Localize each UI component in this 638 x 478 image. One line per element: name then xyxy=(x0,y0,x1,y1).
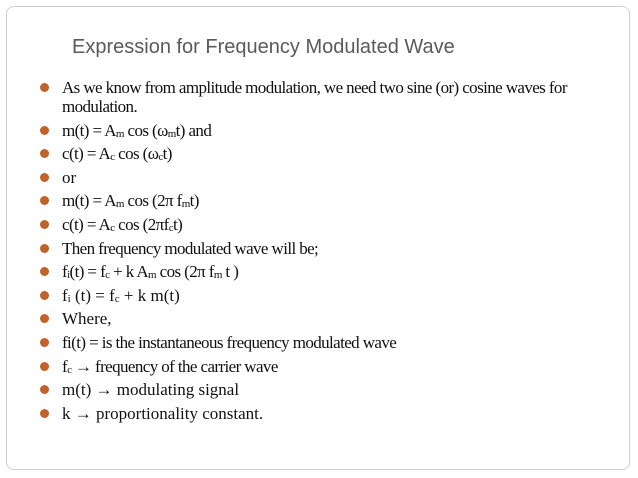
subscript: i xyxy=(67,292,71,305)
list-item xyxy=(40,286,620,305)
bullet-dot xyxy=(40,385,49,394)
bullet-text: k → proportionality constant. xyxy=(62,403,264,423)
bullet-text: Then frequency modulated wave will be; xyxy=(62,238,319,258)
bullet-dot xyxy=(40,338,49,347)
list-item xyxy=(40,144,620,163)
bullet-dot xyxy=(40,291,49,300)
bullet-dot xyxy=(40,220,49,229)
bullet-text: t) xyxy=(162,144,172,164)
bullet-text: fi(t) = is the instantaneous frequency modulated wave xyxy=(62,332,397,352)
bullet-text: f xyxy=(62,262,68,282)
list-item xyxy=(40,357,620,376)
bullet-text: m(t) = A xyxy=(62,120,116,140)
slide-title: Expression for Frequency Modulated Wave xyxy=(72,36,455,58)
bullet-dot xyxy=(40,362,49,371)
subscript: c xyxy=(114,292,120,305)
bullet-text: t) xyxy=(189,191,199,211)
bullet-text: c(t) = A xyxy=(62,214,111,234)
subscript: m xyxy=(181,198,190,211)
bullet-dot xyxy=(40,173,49,182)
bullet-dot xyxy=(40,267,49,276)
list-item xyxy=(40,121,620,140)
list-item xyxy=(40,309,620,328)
list-item xyxy=(40,380,620,399)
bullet-text: cos (2π f xyxy=(123,191,182,211)
subscript: m xyxy=(115,127,124,140)
subscript: m xyxy=(148,269,156,282)
bullet-text: As we know from amplitude modulation, we need two sine (or) cosine waves for modulation. xyxy=(62,78,567,116)
subscript: c xyxy=(105,269,110,282)
subscript: c xyxy=(110,221,115,234)
list-item xyxy=(40,168,620,187)
bullet-text: cos (ω xyxy=(114,144,159,164)
bullet-dot xyxy=(40,314,49,323)
list-item xyxy=(40,333,620,352)
subscript: i xyxy=(67,269,70,282)
bullet-text: t) and xyxy=(175,120,212,140)
list-item xyxy=(40,191,620,210)
list-item xyxy=(40,215,620,234)
subscript: c xyxy=(168,221,173,234)
list-item xyxy=(40,404,620,423)
bullet-text: m(t) = A xyxy=(62,191,116,211)
bullet-dot xyxy=(40,126,49,135)
bullet-text: f xyxy=(62,285,68,305)
list-item xyxy=(40,78,620,116)
list-item xyxy=(40,262,620,281)
bullet-dot xyxy=(40,83,49,92)
bullet-text: c(t) = A xyxy=(62,144,111,164)
bullet-text: (t) = f xyxy=(70,285,115,305)
bullet-text: t ) xyxy=(221,262,239,282)
list-item xyxy=(40,239,620,258)
bullet-text: m(t) → modulating signal xyxy=(62,380,240,400)
bullet-text: t) xyxy=(172,214,183,234)
bullet-text: cos (2πf xyxy=(114,214,169,234)
bullet-text: cos (ω xyxy=(123,120,168,140)
subscript: c xyxy=(67,363,72,376)
bullet-dot xyxy=(40,244,49,253)
subscript: c xyxy=(158,151,163,164)
subscript: c xyxy=(110,151,115,164)
bullet-text: or xyxy=(62,167,77,187)
subscript: m xyxy=(115,198,124,211)
bullet-text: + k m(t) xyxy=(119,285,180,305)
bullet-text: cos (2π f xyxy=(155,262,214,282)
bullet-dot xyxy=(40,409,49,418)
bullet-text: + k A xyxy=(109,262,149,282)
bullet-dot xyxy=(40,196,49,205)
bullet-text: (t) = f xyxy=(69,262,106,282)
subscript: m xyxy=(167,127,176,140)
bullet-text: f xyxy=(62,356,68,376)
bullet-list xyxy=(40,78,620,427)
bullet-text: Where, xyxy=(62,309,112,329)
subscript: m xyxy=(213,269,222,282)
bullet-dot xyxy=(40,149,49,158)
bullet-text: → frequency of the carrier wave xyxy=(71,356,278,376)
